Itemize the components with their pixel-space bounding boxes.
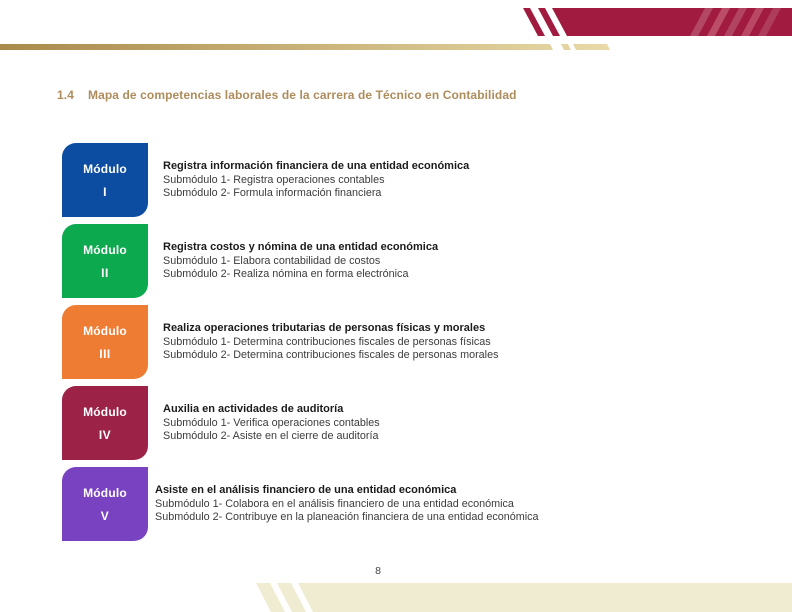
gold-rule-segment-2	[573, 44, 610, 50]
header-overlay-stripe	[707, 8, 730, 36]
module-description	[163, 305, 498, 379]
module-submodule-2: Submódulo 2- Contribuye en la planeación financiera de una entidad económica	[155, 510, 539, 523]
module-badge	[62, 386, 148, 460]
module-title: Realiza operaciones tributarias de personas físicas y morales	[163, 322, 486, 334]
header-overlay-stripe	[741, 8, 764, 36]
module-badge	[62, 467, 148, 541]
module-badge	[62, 224, 148, 298]
module-row	[62, 224, 539, 298]
header-stripe-1	[523, 8, 545, 36]
module-submodule-2: Submódulo 2- Realiza nómina en forma electrónica	[163, 267, 409, 280]
module-label: Módulo	[83, 485, 127, 500]
module-numeral: IV	[98, 427, 112, 442]
module-submodule-1: Submódulo 1- Colabora en el análisis financiero de una entidad económica	[155, 498, 514, 510]
module-row	[62, 305, 539, 379]
gold-rule-segment-1	[561, 44, 571, 50]
module-submodule-2: Submódulo 2- Formula información financiera	[163, 186, 382, 199]
module-description	[155, 467, 539, 541]
module-row	[62, 467, 539, 541]
module-label: Módulo	[83, 404, 127, 419]
module-numeral: III	[99, 346, 111, 361]
module-row	[62, 143, 539, 217]
section-heading	[57, 88, 517, 102]
section-number: 1.4	[57, 88, 74, 102]
module-label: Módulo	[83, 323, 127, 338]
header-overlay-stripe	[724, 8, 747, 36]
gold-rule	[0, 44, 553, 50]
module-submodule-1: Submódulo 1- Determina contribuciones fiscales de personas físicas	[163, 336, 491, 348]
page-number: 8	[375, 565, 381, 577]
section-title: Mapa de competencias laborales de la carrera de Técnico en Contabilidad	[87, 88, 517, 102]
module-numeral: V	[100, 508, 110, 523]
module-badge	[62, 143, 148, 217]
footer-decoration	[0, 582, 792, 612]
footer-stripe-1	[256, 583, 285, 612]
module-label: Módulo	[83, 242, 127, 257]
module-title: Registra información financiera de una entidad económica	[163, 160, 470, 172]
module-submodule-2: Submódulo 2- Asiste en el cierre de auditoría	[163, 429, 379, 442]
module-title: Asiste en el análisis financiero de una entidad económica	[155, 484, 457, 496]
header-band	[552, 8, 792, 36]
header-decoration	[0, 0, 792, 60]
module-submodule-2: Submódulo 2- Determina contribuciones fiscales de personas morales	[163, 348, 499, 361]
module-row	[62, 386, 539, 460]
header-stripe-2	[538, 8, 560, 36]
module-badge	[62, 305, 148, 379]
module-description	[163, 224, 438, 298]
module-submodule-1: Submódulo 1- Registra operaciones contables	[163, 174, 385, 186]
header-overlay-stripe	[758, 8, 781, 36]
modules-list	[62, 143, 539, 548]
module-description	[163, 386, 380, 460]
module-title: Auxilia en actividades de auditoría	[163, 403, 344, 415]
module-numeral: II	[101, 265, 109, 280]
footer-stripe-2	[277, 583, 306, 612]
module-title: Registra costos y nómina de una entidad económica	[163, 241, 439, 253]
module-label: Módulo	[83, 161, 127, 176]
module-submodule-1: Submódulo 1- Verifica operaciones contables	[163, 417, 380, 429]
module-submodule-1: Submódulo 1- Elabora contabilidad de costos	[163, 255, 381, 267]
footer-band	[298, 583, 792, 612]
header-overlay-stripe	[690, 8, 713, 36]
module-numeral: I	[103, 184, 107, 199]
module-description	[163, 143, 469, 217]
